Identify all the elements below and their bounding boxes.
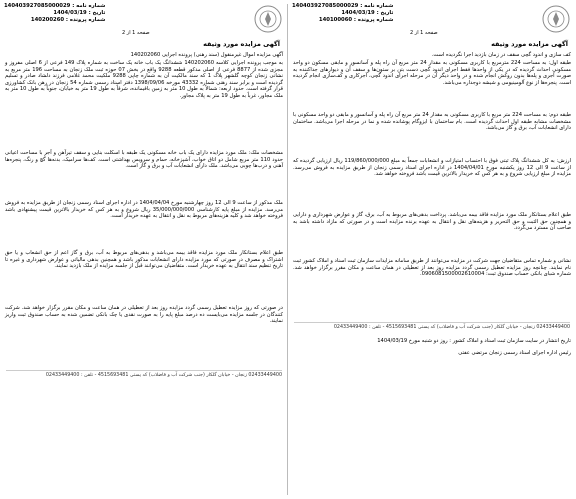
letter-date: تاریخ : 1404/03/19 [53,10,106,16]
letter-meta [292,3,393,24]
notice-paragraph: طبقه دوم: به مساحت 224 متر مربع با کاربری مسکونی به مقدار 24 متر مربع آن راه پله و آسانسور و مابقی دو واحد مسکونی با مشخصات مشابه طبقه اول احداث گردیده است. بام ساختمان با ایزوگام پوشانده شده و نما در مرحله اجرا می‌باشد. ساختمان دارای انشعابات آب، برق و گاز می‌باشد. [293,112,571,132]
notice-paragraph: طبق اعلام بستانکار ملک مورد مزایده فاقد بیمه می‌باشد. پرداخت بدهی‌های مربوط به آب، برق، گاز و عوارض شهرداری و دارایی و همچنین حق الثبت و حق التحریر و هزینه‌های نقل و انتقال به عهده برنده مزایده است و در صورتی که مازاد داشته باشد به صاحب آن مسترد می‌گردد. [293,212,571,232]
page-number: صفحه 1 از 2 [410,30,438,36]
left-notice-page [2,0,286,499]
footer-divider [6,370,282,371]
notice-paragraph: مشخصات ملک: ملک مورد مزایده دارای یک باب خانه مسکونی یک طبقه با اسکلت بنایی و سقف تیرآهن و آجر با مساحت اعیانی حدود 110 متر مربع شامل دو اتاق خواب، آشپزخانه، حمام و سرویس بهداشتی است. کف‌ها سرامیک، بدنه‌ها گچ و رنگ، پنجره‌ها آهنی و درب‌ها چوبی می‌باشد. ملک دارای انشعابات آب و برق و گاز است. [5,150,283,170]
letter-number: شماره نامه : 140403927085000029 [4,3,106,9]
letter-date: تاریخ : 1404/03/19 [341,10,394,16]
signature-line: رئیس اداره اجرای اسناد رسمی زنجان مرتضی عفتی [458,350,571,356]
case-number: شماره پرونده : 140200260 [30,17,106,23]
notice-paragraph: به موجب پرونده اجرایی کلاسه 140202060 ششدانگ یک باب خانه یک ساخت به شماره پلاک 149 فرعی از 6 اصلی مفروز و مجزی شده از 8877 فرعی از اصلی مذکور قطعه 9288 واقع در بخش 07 حوزه ثبت ملک زنجان به مساحت 196 متر مربع به نشانی زنجان کوچه گلشهر پلاک 1 که سند مالکیت آن به شماره چاپی 9288 ملکیت محمد غلامی فرزند دلشاد صادر و تسلیم گردیده است و برابر سند رهنی شماره 43332 مورخه 1398/09/06 دفتر اسناد رسمی شماره 54 زنجان در رهن بانک کشاورزی قرار گرفته است. حدود اربعه: شمالاً به طول 10 متر به زمین باقیمانده، شرقاً به طول 19 متر به خیابان، جنوباً به طول 10 متر به ملک مجاور، غرباً به طول 19 متر به پلاک مجاور. [5,60,283,99]
registry-seal-icon [252,3,284,35]
office-address: 02433449400 زنجان - خیابان گلکار (جنب شرکت آب و فاضلاب) کد پستی 4515693481 - تلفن : 02433449400 [45,373,282,378]
registry-seal-icon [540,3,572,35]
right-notice-page [290,0,574,499]
page-number: صفحه 1 از 2 [122,30,150,36]
notice-title: آگهی مزایده مورد وثیقه [203,40,280,48]
footer-divider [294,322,570,323]
notice-paragraph: در صورتی که روز مزایده تعطیل رسمی گردد مزایده روز بعد از تعطیلی در همان ساعت و مکان مقرر برگزار خواهد شد. شرکت کنندگان در جلسه مزایده می‌بایست ده درصد مبلغ پایه را به صورت نقدی یا چک بانکی تضمین شده به حساب صندوق ثبت واریز نمایند. [5,305,283,325]
letter-meta [4,3,105,24]
notice-paragraph: ملک مذکور از ساعت 9 الی 12 روز چهارشنبه مورخ 1404/04/04 در اداره اجرای اسناد رسمی زنجان از طریق مزایده به فروش می‌رسد. مزایده از مبلغ پایه کارشناسی 35/000/000/000 ریال شروع و به هر کس که خریدار بالاترین قیمت پیشنهادی باشد فروخته خواهد شد و کلیه هزینه‌های مربوط به نقل و انتقال به عهده خریدار است. [5,200,283,220]
office-address: 02433449400 زنجان - خیابان گلکار (جنب شرکت آب و فاضلاب) کد پستی 4515693481 - تلفن : 02433449400 [333,325,570,330]
notice-paragraph: نشانی و شماره تماس متقاضیان جهت شرکت در مزایده می‌توانند از طریق سامانه مزایدات سازمان ثبت اسناد و املاک کشور ثبت نام نمایند. چنانچه روز مزایده تعطیل رسمی گردد مزایده روز بعد از تعطیلی در همان ساعت و مکان مقرر برگزار خواهد شد. شماره شبای بانکی حساب صندوق ثبت: 0906081500002610004. [293,258,571,278]
notice-paragraph: طبقه اول: به مساحت 224 مترمربع با کاربری مسکونی به مقدار 24 متر مربع آن راه پله و آسانسور و مابقی مسکون دو واحد مسکونی احداث گردیده که در یکی از واحدها فقط اجرای اندود گچی دست بتن بر ستون‌ها و سقف آن و دیوارهای جداکننده به صورت آجری و پله‌ها بدون روکش انجام شده و در واحد دیگر آن در مرحله اجرای اندود گچی، آجرکاری و کف‌سازی انجام گردیده است. پنجره‌ها از نوع آلومینیومی و شیشه دوجداره می‌باشد. [293,60,571,86]
letter-number: شماره نامه : 140403927085000029 [292,3,394,9]
notice-paragraph: طبق اعلام بستانکار ملک مورد مزایده فاقد بیمه می‌باشد و بدهی‌های مربوط به آب، برق و گاز اعم از حق انشعاب و یا حق اشتراک و مصرف در صورتی که مورد مزایده دارای انشعابات مذکور باشد و همچنین بدهی مالیاتی و عوارض شهرداری و غیره تا تاریخ تنظیم سند انتقال به عهده خریدار است. متقاضیان می‌توانند قبل از جلسه مزایده از ملک بازدید نمایند. [5,250,283,270]
notice-paragraph: ارزش: به کل ششدانگ پلاک ثبتی فوق با احتساب امتیازات و انشعابات جمعاً به مبلغ 119/860/000/000 ریال ارزیابی گردیده که از ساعت 9 الی 12 روز یکشنبه مورخ 1404/04/01 در اداره اجرای اسناد رسمی زنجان از طریق مزایده به فروش می‌رسد. مزایده از مبلغ ارزیابی شروع و به هر کس که خریدار بالاترین قیمت باشد فروخته خواهد شد. [293,158,571,178]
publication-date: تاریخ انتشار در سایت سازمان ثبت اسناد و املاک کشور : روز دو شنبه مورخ 1404/03/19 [377,338,571,344]
case-number: شماره پرونده : 140100060 [318,17,394,23]
notice-paragraph: کف سازی و اندود گچی سقف در زمان بازدید اجرا نگردیده است. [431,52,571,58]
notice-title: آگهی مزایده مورد وثیقه [491,40,568,48]
page-divider [287,4,288,495]
notice-paragraph: آگهی مزایده اموال غیرمنقول (سند رهنی) پرونده اجرایی 140202060 [130,52,283,58]
